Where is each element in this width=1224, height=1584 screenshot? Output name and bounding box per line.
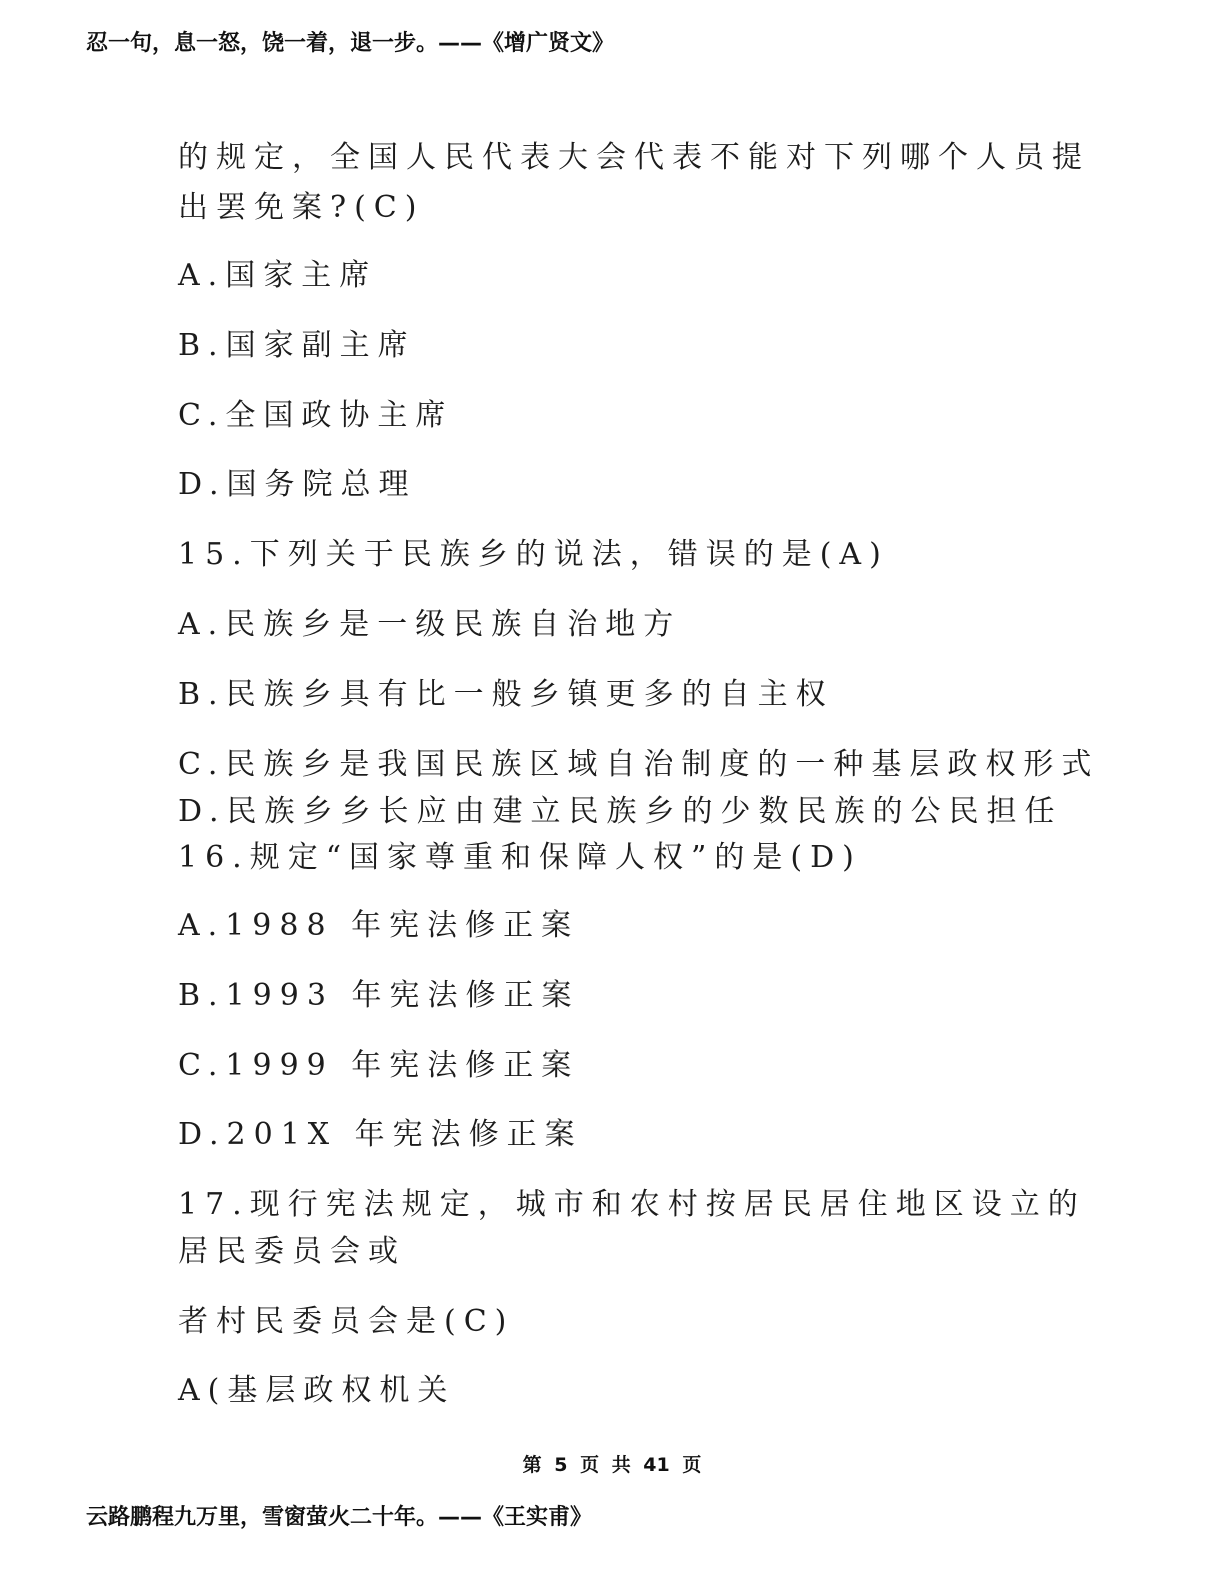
question-line: 17.现行宪法规定，城市和农村按居民居住地区设立的: [178, 1187, 1086, 1222]
option-line: C.1999 年宪法修正案: [178, 1048, 580, 1083]
option-line: B.国家副主席: [178, 328, 416, 363]
page-number: 第 5 页 共 41 页: [522, 1454, 702, 1476]
body-line: 出罢免案?(C): [178, 190, 425, 225]
option-line: A(基层政权机关: [178, 1373, 456, 1408]
option-line: C.全国政协主席: [178, 398, 454, 433]
option-line: A.1988 年宪法修正案: [178, 908, 580, 943]
footer-quote: 云路鹏程九万里，雪窗萤火二十年。——《王实甫》: [86, 1505, 593, 1530]
header-quote: 忍一句，息一怒，饶一着，退一步。——《增广贤文》: [86, 31, 615, 56]
option-line: C.民族乡是我国民族区域自治制度的一种基层政权形式: [178, 747, 1100, 782]
question-line: 者村民委员会是(C): [178, 1304, 515, 1339]
option-line: D.国务院总理: [178, 467, 417, 502]
body-line: 的规定，全国人民代表大会代表不能对下列哪个人员提: [178, 140, 1090, 175]
question-line: 15.下列关于民族乡的说法，错误的是(A): [178, 537, 889, 572]
option-line: B.1993 年宪法修正案: [178, 978, 580, 1013]
question-line: 居民委员会或: [178, 1234, 406, 1269]
option-line: D.民族乡乡长应由建立民族乡的少数民族的公民担任: [178, 794, 1063, 829]
option-line: B.民族乡具有比一般乡镇更多的自主权: [178, 677, 834, 712]
option-line: A.民族乡是一级民族自治地方: [178, 607, 682, 642]
option-line: A.国家主席: [178, 258, 378, 293]
option-line: D.201X 年宪法修正案: [178, 1117, 583, 1152]
question-line: 16.规定“国家尊重和保障人权”的是(D): [178, 840, 862, 875]
